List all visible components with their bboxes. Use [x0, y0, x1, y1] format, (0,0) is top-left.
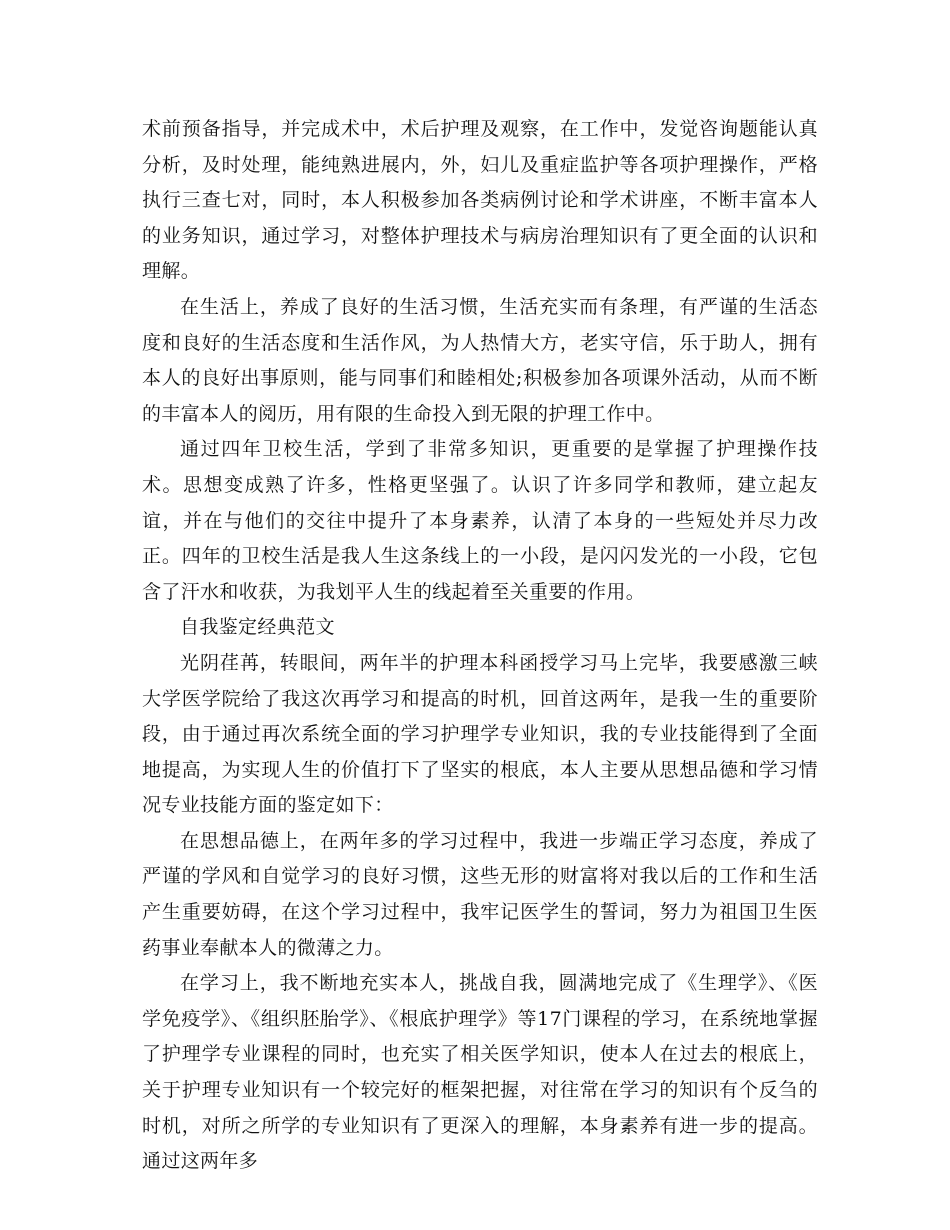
- document-page: [142, 112, 818, 1180]
- paragraph-moral: 在思想品德上，在两年多的学习过程中，我进一步端正学习态度，养成了严谨的学风和自觉学习的良好习惯，这些无形的财富将对我以后的工作和生活产生重要妨碍，在这个学习过程中，我牢记医学生的誓词，努力为祖国卫生医药事业奉献本人的微薄之力。: [142, 829, 818, 959]
- section-heading: 自我鉴定经典范文: [180, 616, 335, 639]
- paragraph-intro: 光阴荏苒，转眼间，两年半的护理本科函授学习马上完毕，我要感激三峡大学医学院给了我这次再学习和提高的时机，回首这两年，是我一生的重要阶段，由于通过再次系统全面的学习护理学专业知识，我的专业技能得到了全面地提高，为实现人生的价值打下了坚实的根底，本人主要从思想品德和学习情况专业技能方面的鉴定如下：: [142, 651, 818, 817]
- paragraph-life: 在生活上，养成了良好的生活习惯，生活充实而有条理，有严谨的生活态度和良好的生活态度和生活作风，为人热情大方，老实守信，乐于助人，拥有本人的良好出事原则，能与同事们和睦相处;积极参加各项课外活动，从而不断的丰富本人的阅历，用有限的生命投入到无限的护理工作中。: [142, 295, 818, 425]
- paragraph-continuation: 术前预备指导，并完成术中，术后护理及观察，在工作中，发觉咨询题能认真分析，及时处理，能纯熟进展内，外，妇儿及重症监护等各项护理操作，严格执行三查七对，同时，本人积极参加各类病例讨论和学术讲座，不断丰富本人的业务知识，通过学习，对整体护理技术与病房治理知识有了更全面的认识和理解。: [142, 118, 818, 283]
- paragraph-school-life: 通过四年卫校生活，学到了非常多知识，更重要的是掌握了护理操作技术。思想变成熟了许多，性格更坚强了。认识了许多同学和教师，建立起友谊，并在与他们的交往中提升了本身素养，认清了本身的一些短处并尽力改正。四年的卫校生活是我人生这条线上的一小段，是闪闪发光的一小段，它包含了汗水和收获，为我划平人生的线起着至关重要的作用。: [142, 438, 818, 603]
- paragraph-study: 在学习上，我不断地充实本人，挑战自我，圆满地完成了《生理学》、《医学免疫学》、《组织胚胎学》、《根底护理学》等17门课程的学习，在系统地掌握了护理学专业课程的同时，也充实了相关医学知识，使本人在过去的根底上，关于护理专业知识有一个较完好的框架把握，对往常在学习的知识有个反刍的时机，对所之所学的专业知识有了更深入的理解，本身素养有进一步的提高。通过这两年多: [142, 972, 818, 1173]
